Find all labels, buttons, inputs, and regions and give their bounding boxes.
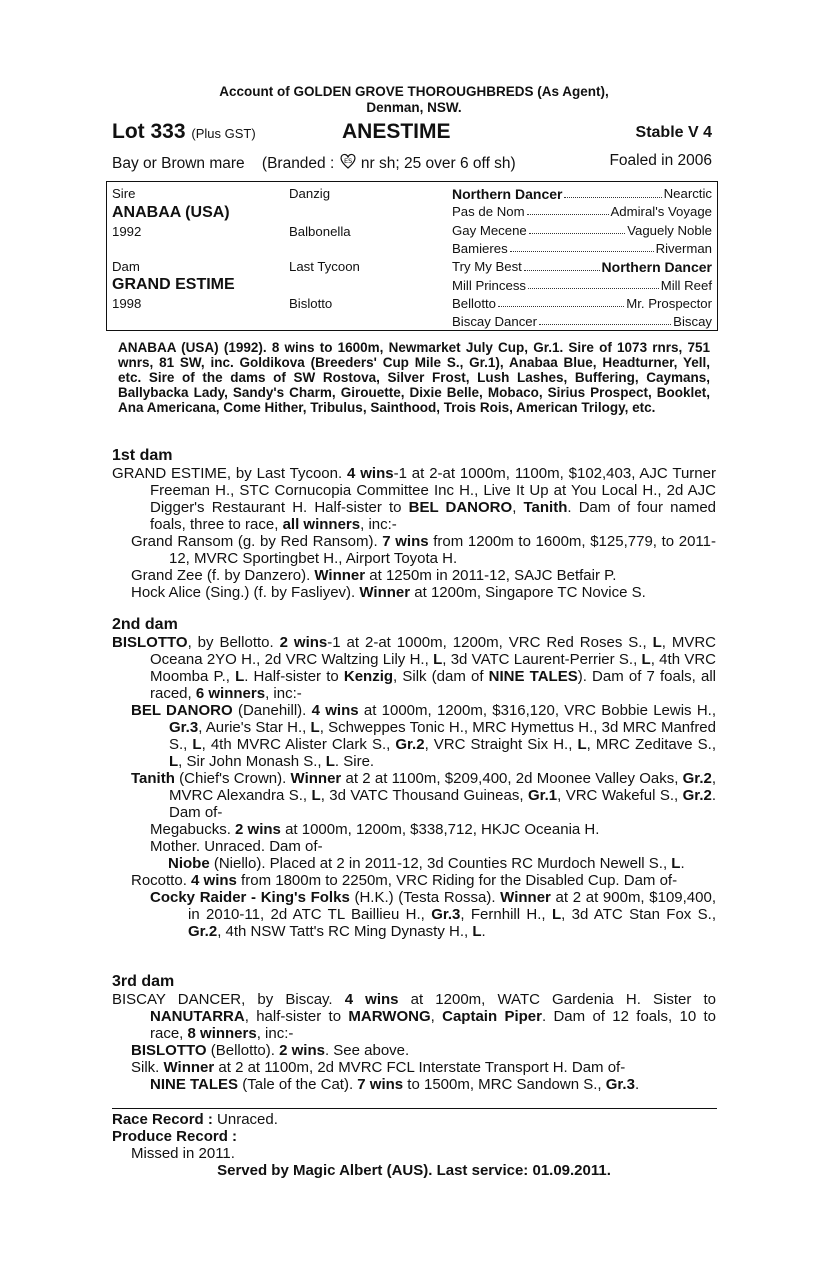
progeny-entry: Grand Zee (f. by Danzero). Winner at 1250m in 2011-12, SAJC Betfair P. [131,567,617,584]
second-dam-heading: 2nd dam [112,616,178,633]
lot-line [112,120,716,146]
foaled-year: Foaled in 2006 [609,152,712,169]
second-dam-entry: BISLOTTO, by Bellotto. 2 wins-1 at 2-at 1000m, 1200m, VRC Red Roses S., L, MVRC Oceana 2YO H., 2d VRC Waltzing Lily H., L, 3d VATC Laurent-Perrier S., L, 4th VRC Moomba P., L. Half-sister to Kenzig, Silk (dam of NINE TALES). Dam of 7 foals, all raced, 6 winners, inc:- [112,634,717,702]
third-dam-heading: 3rd dam [112,973,175,990]
pedigree-ancestor-right: Nearctic [663,186,712,201]
first-dam-heading: 1st dam [112,447,173,464]
progeny-entry: Megabucks. 2 wins at 1000m, 1200m, $338,712, HKJC Oceania H. [150,821,600,838]
pedigree-ancestor-left: Bellotto [452,296,496,311]
sire-year: 1992 [112,224,142,239]
progeny-entry: Tanith (Chief's Crown). Winner at 2 at 1100m, $209,400, 2d Moonee Valley Oaks, Gr.2, MVRC Alexandra S., L, 3d VATC Thousand Guineas, Gr.1, VRC Wakeful S., Gr.2. Dam of- [131,770,716,821]
pedigree-row [452,223,712,238]
progeny-entry: BEL DANORO (Danehill). 4 wins at 1000m, 1200m, $316,120, VRC Bobbie Lewis H., Gr.3, Aurie's Star H., L, Schweppes Tonic H., MRC Hymettus H., 3d MRC Manfred S., L, 4th MVRC Alister Clark S., Gr.2, VRC Straight Six H., L, MRC Zeditave S., L, Sir John Monash S., L. Sire. [131,702,717,770]
sire-sire: Danzig [289,186,331,201]
progeny-entry: BISLOTTO (Bellotto). 2 wins. See above. [131,1042,410,1059]
dot-leader [524,259,600,271]
progeny-entry: Hock Alice (Sing.) (f. by Fasliyev). Winner at 1200m, Singapore TC Novice S. [131,584,646,601]
pedigree-ancestor-right: Admiral's Voyage [610,204,712,219]
dam-name: GRAND ESTIME [112,276,235,293]
pedigree-ancestor-right: Biscay [673,314,712,329]
sire-name: ANABAA (USA) [112,204,230,221]
brand-mark-icon [339,152,357,170]
dot-leader [564,186,661,198]
gst-note: (Plus GST) [191,126,256,141]
produce-record-label: Produce Record : [112,1128,238,1145]
vendor-line-1: Account of GOLDEN GROVE THOROUGHBREDS (As Agent), [219,84,609,99]
horse-description: Bay or Brown mare [112,155,245,172]
third-dam-entry: BISCAY DANCER, by Biscay. 4 wins at 1200m, WATC Gardenia H. Sister to NANUTARRA, half-sister to MARWONG, Captain Piper. Dam of 12 foals, 10 to race, 8 winners, inc:- [112,991,716,1042]
pedigree-ancestor-left: Biscay Dancer [452,314,538,329]
pedigree-row [452,314,712,329]
footer-divider [112,1108,717,1109]
third-dam-section [112,973,716,1093]
pedigree-ancestor-left: Northern Dancer [452,186,563,202]
pedigree-row [452,186,712,202]
dam-dam: Bislotto [289,296,333,311]
lot-number: Lot 333 (Plus GST) [112,120,256,143]
dam-year: 1998 [112,296,142,311]
branded-prefix: (Branded : [261,155,335,172]
dot-leader [510,241,654,252]
branded-suffix: nr sh; 25 over 6 off sh) [360,155,516,172]
pedigree-ancestor-right: Vaguely Noble [627,223,712,238]
sire-notes: ANABAA (USA) (1992). 8 wins to 1600m, Newmarket July Cup, Gr.1. Sire of 1073 rnrs, 751 wnrs, 81 SW, inc. Goldikova (Breeders' Cup Mile S., Gr.1), Anabaa Blue, Headturner, Yell, etc. Sire of the dams of SW Rostova, Silver Frost, Lush Lashes, Buffering, Caymans, Ballybacka Lady, Sandy's Charm, Girouette, Dixie Belle, Mobaco, Sirius Prospect, Booklet, Ana Americana, Come Hither, Tribulus, Sainthood, Trois Rois, American Trilogy, etc. [118,340,710,415]
dam-sire: Last Tycoon [289,259,360,274]
progeny-entry: Silk. Winner at 2 at 1100m, 2d MVRC FCL Interstate Transport H. Dam of- [131,1059,626,1076]
first-dam-section [112,447,716,601]
sire-dam: Balbonella [289,224,351,239]
pedigree-ancestor-right: Northern Dancer [601,259,712,275]
progeny-entry: Grand Ransom (g. by Red Ransom). 7 wins from 1200m to 1600m, $125,779, to 2011-12, MVRC Sportingbet H., Airport Toyota H. [131,533,716,567]
dot-leader [529,223,625,234]
progeny-entry: NINE TALES (Tale of the Cat). 7 wins to 1500m, MRC Sandown S., Gr.3. [150,1076,640,1093]
records-footer [112,1111,716,1179]
pedigree-ancestor-left: Gay Mecene [452,223,527,238]
served-note: Served by Magic Albert (AUS). Last service: 01.09.2011. [217,1162,611,1179]
progeny-entry: Mother. Unraced. Dam of- [150,838,323,855]
pedigree-ancestor-right: Mill Reef [660,278,712,293]
pedigree-ancestor-right: Mr. Prospector [626,296,712,311]
vendor-line-2: Denman, NSW. [366,100,462,115]
produce-record-value: Missed in 2011. [131,1145,235,1162]
pedigree-ancestor-left: Pas de Nom [452,204,525,219]
stable-number: Stable V 4 [635,124,712,141]
sire-label: Sire [112,186,136,201]
description-line [112,148,716,170]
first-dam-entry: GRAND ESTIME, by Last Tycoon. 4 wins-1 at 2-at 1000m, 1100m, $102,403, AJC Turner Freeman H., STC Cornucopia Committee Inc H., Live It Up at You Local H., 2d AJC Digger's Restaurant H. Half-sister to BEL DANORO, Tanith. Dam of four named foals, three to race, all winners, inc:- [112,465,717,533]
progeny-entry: Niobe (Niello). Placed at 2 in 2011-12, 3d Counties RC Murdoch Newell S., L. [168,855,685,872]
pedigree-ancestor-left: Mill Princess [452,278,527,293]
dot-leader [498,296,624,307]
dot-leader [527,204,609,215]
pedigree-ancestor-left: Bamieres [452,241,508,256]
progeny-entry: Rocotto. 4 wins from 1800m to 2250m, VRC Riding for the Disabled Cup. Dam of- [131,872,678,889]
pedigree-ancestor-right: Riverman [655,241,712,256]
dot-leader [539,314,671,325]
horse-name: ANESTIME [342,120,451,143]
pedigree-row [452,296,712,311]
dam-label: Dam [112,259,140,274]
pedigree-row [452,259,712,275]
dot-leader [528,278,659,289]
pedigree-row [452,204,712,219]
pedigree-row [452,278,712,293]
second-dam-section [112,616,716,940]
pedigree-ancestor-left: Try My Best [452,259,522,274]
pedigree-table [106,181,718,331]
pedigree-row [452,241,712,256]
svg-text:ES: ES [343,157,352,165]
progeny-entry: Cocky Raider - King's Folks (H.K.) (Testa Rossa). Winner at 2 at 900m, $109,400, in 2010-11, 2d ATC TL Baillieu H., Gr.3, Fernhill H., L, 3d ATC Stan Fox S., Gr.2, 4th NSW Tatt's RC Ming Dynasty H., L. [150,889,717,940]
race-record: Race Record : Unraced. [112,1111,278,1128]
catalogue-page [112,84,716,170]
